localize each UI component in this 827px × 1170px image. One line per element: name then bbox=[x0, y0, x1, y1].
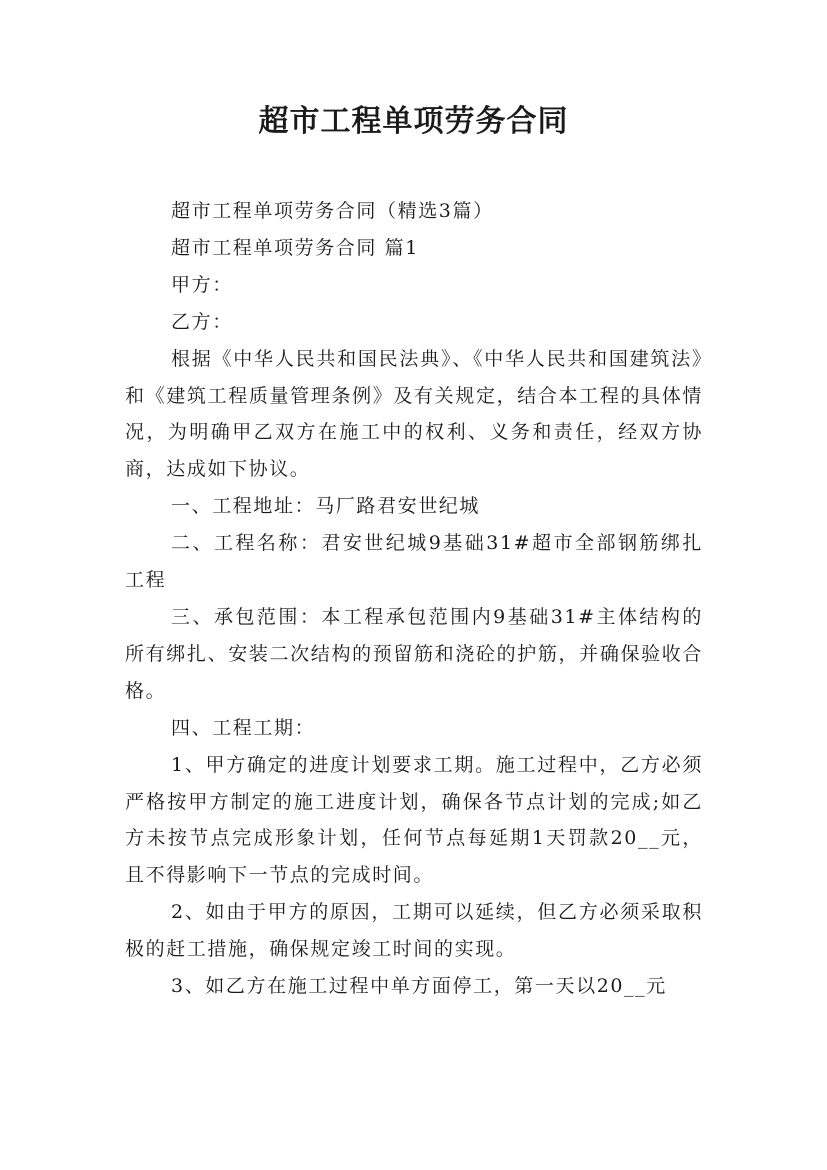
paragraph-party-b: 乙方： bbox=[171, 310, 233, 333]
paragraph-schedule-item-3: 3、如乙方在施工过程中单方面停工，第一天以20__元 bbox=[171, 975, 667, 998]
paragraph-clause-schedule: 四、工程工期： bbox=[171, 716, 316, 739]
paragraph-section-heading: 超市工程单项劳务合同 篇1 bbox=[171, 236, 419, 259]
paragraph-schedule-item-1: 1、甲方确定的进度计划要求工期。施工过程中，乙方必须严格按甲方制定的施工进度计划，确保各节点计划的完成;如乙方未按节点完成形象计划，任何节点每延期1天罚款20__元，且不得影响下一节点的完成时间。 bbox=[125, 753, 703, 887]
document-body bbox=[125, 193, 703, 1005]
paragraph-subtitle: 超市工程单项劳务合同（精选3篇） bbox=[171, 200, 494, 222]
paragraph-preamble: 根据《中华人民共和国民法典》、《中华人民共和国建筑法》和《建筑工程质量管理条例》及有关规定，结合本工程的具体情况，为明确甲乙双方在施工中的权利、义务和责任，经双方协商，达成如下协议。 bbox=[125, 347, 703, 481]
paragraph-schedule-item-2: 2、如由于甲方的原因，工期可以延续，但乙方必须采取积极的赶工措施，确保规定竣工时间的实现。 bbox=[125, 901, 703, 961]
document-title: 超市工程单项劳务合同 bbox=[258, 104, 569, 139]
paragraph-clause-address: 一、工程地址：马厂路君安世纪城 bbox=[171, 495, 481, 518]
paragraph-party-a: 甲方： bbox=[171, 273, 233, 296]
paragraph-clause-scope: 三、承包范围：本工程承包范围内9基础31#主体结构的所有绑扎、安装二次结构的预留筋和浇砼的护筋，并确保验收合格。 bbox=[125, 605, 703, 702]
paragraph-clause-name: 二、工程名称：君安世纪城9基础31#超市全部钢筋绑扎工程 bbox=[125, 532, 703, 592]
